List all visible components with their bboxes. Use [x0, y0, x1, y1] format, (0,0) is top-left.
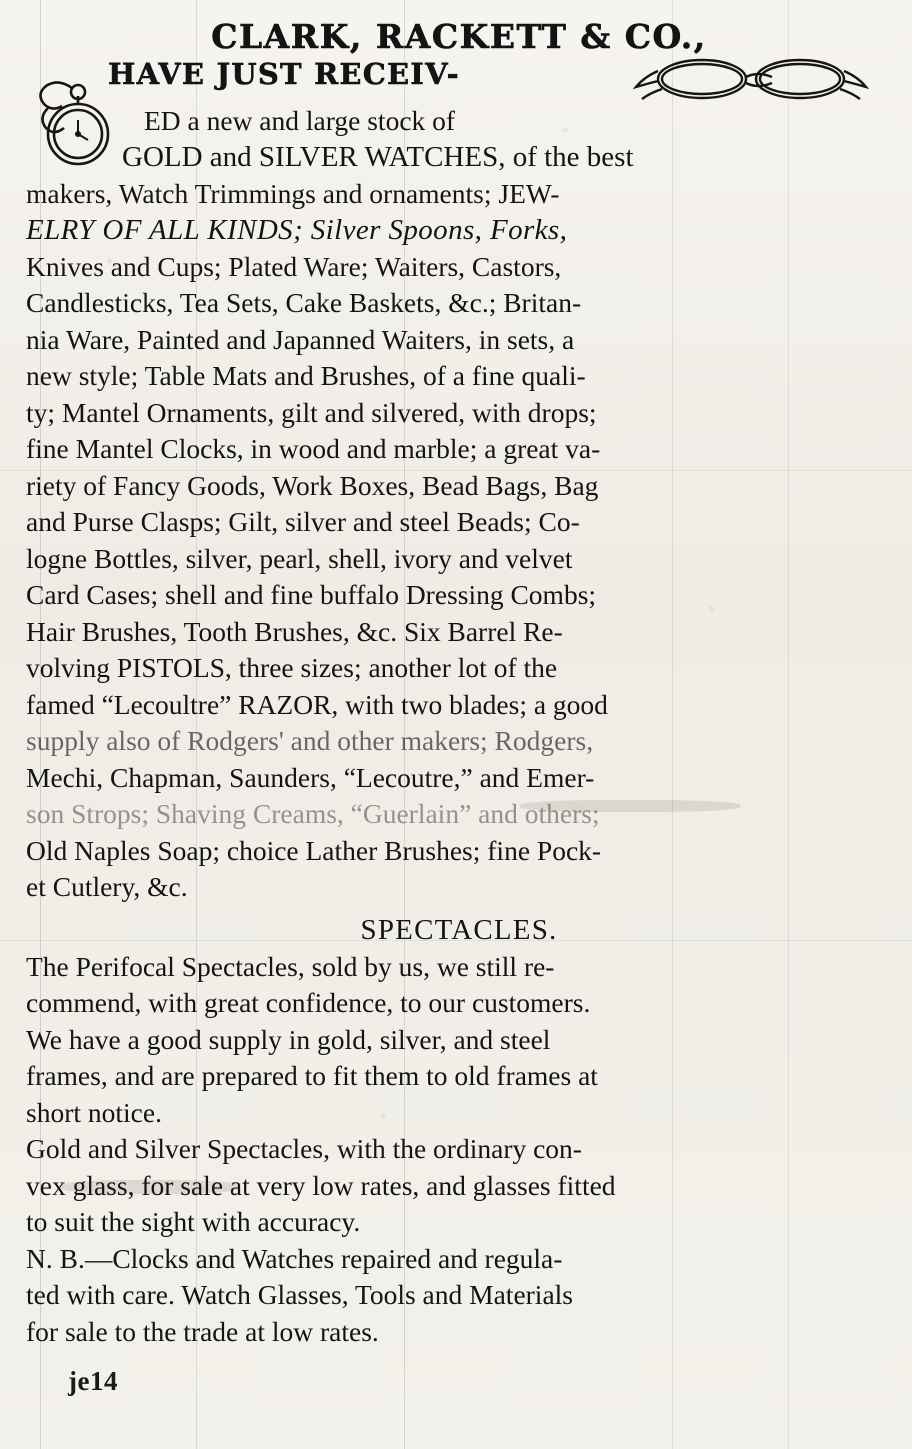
body-line: Knives and Cups; Plated Ware; Waiters, Castors,: [26, 250, 562, 282]
body-line: volving PISTOLS, three sizes; another lot of the: [26, 652, 558, 684]
body-line: new style; Table Mats and Brushes, of a fine quali-: [26, 360, 586, 392]
body-line: We have a good supply in gold, silver, and steel: [26, 1023, 551, 1055]
date-code: je14: [68, 1366, 118, 1397]
body-line: and Purse Clasps; Gilt, silver and steel Beads; Co-: [26, 506, 580, 538]
subhead-row: [26, 57, 892, 101]
body-line: Old Naples Soap; choice Lather Brushes; fine Pock-: [26, 834, 602, 866]
body-line: son Strops; Shaving Creams, “Guerlain” and others;: [26, 798, 600, 830]
body-line: Candlesticks, Tea Sets, Cake Baskets, &c.; Britan-: [26, 287, 582, 319]
body-line: famed “Lecoultre” RAZOR, with two blades; a good: [26, 688, 608, 720]
body-line: makers, Watch Trimmings and ornaments; JEW-: [26, 177, 560, 209]
spectacles-engraving-icon: [628, 49, 874, 113]
body-line: for sale to the trade at low rates.: [26, 1315, 379, 1347]
body-line: N. B.—Clocks and Watches repaired and regula-: [26, 1242, 563, 1274]
body-line: Card Cases; shell and fine buffalo Dressing Combs;: [26, 579, 597, 611]
advertisement-body: [26, 103, 892, 906]
body-line: Hair Brushes, Tooth Brushes, &c. Six Barrel Re-: [26, 615, 563, 647]
body-line: fine Mantel Clocks, in wood and marble; a great va-: [26, 433, 601, 465]
body-line: Gold and Silver Spectacles, with the ordinary con-: [26, 1133, 582, 1165]
body-line: ED a new and large stock of: [144, 104, 456, 136]
advertiser-headline: CLARK, RACKETT & CO.,: [211, 17, 707, 56]
body-line: The Perifocal Spectacles, sold by us, we still re-: [26, 950, 555, 982]
body-line: ELRY OF ALL KINDS; Silver Spoons, Forks,: [26, 214, 568, 247]
spectacles-section: [26, 949, 892, 1351]
body-line: to suit the sight with accuracy.: [26, 1206, 361, 1238]
body-line: et Cutlery, &c.: [26, 871, 188, 903]
body-line: short notice.: [26, 1096, 162, 1128]
body-line: supply also of Rodgers' and other makers; Rodgers,: [26, 725, 594, 757]
body-line: logne Bottles, silver, pearl, shell, ivory and velvet: [26, 542, 573, 574]
section-title: SPECTACLES.: [360, 913, 558, 946]
body-line: commend, with great confidence, to our customers.: [26, 987, 591, 1019]
pocket-watch-engraving-icon: [26, 76, 138, 172]
body-line: frames, and are prepared to fit them to old frames at: [26, 1060, 598, 1092]
body-line: ty; Mantel Ornaments, gilt and silvered, with drops;: [26, 396, 597, 428]
body-line: GOLD and SILVER WATCHES, of the best: [122, 141, 634, 174]
body-line: Mechi, Chapman, Saunders, “Lecoutre,” and Emer-: [26, 761, 595, 793]
advertisement-subhead: HAVE JUST RECEIV-: [108, 56, 460, 91]
advertisement: [26, 17, 892, 1430]
body-line: vex glass, for sale at very low rates, and glasses fitted: [26, 1169, 616, 1201]
body-line: riety of Fancy Goods, Work Boxes, Bead Bags, Bag: [26, 469, 599, 501]
body-line: ted with care. Watch Glasses, Tools and Materials: [26, 1279, 573, 1311]
body-line: nia Ware, Painted and Japanned Waiters, in sets, a: [26, 323, 575, 355]
